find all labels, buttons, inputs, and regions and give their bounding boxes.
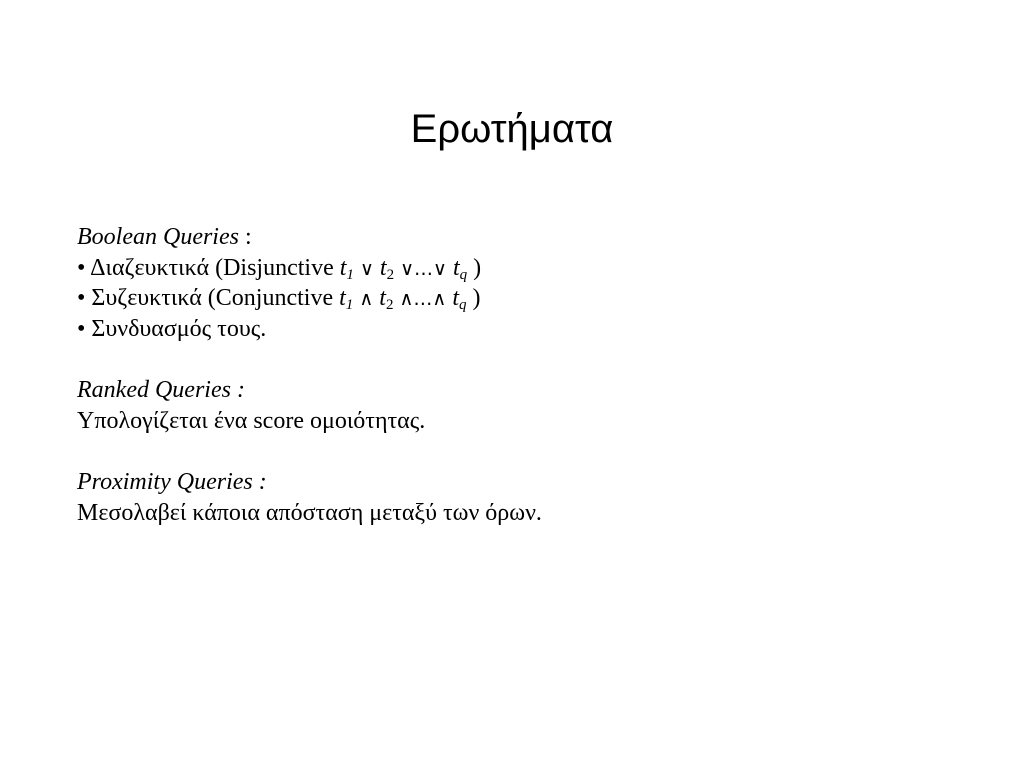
term-t1: t [339, 254, 347, 281]
term-tq-subscript: q [459, 266, 468, 283]
term-t2: t [379, 285, 386, 311]
term-t2-subscript: 2 [386, 266, 395, 283]
disjunctive-label: Διαζευκτικά (Disjunctive [90, 254, 340, 281]
term-tq: t [452, 254, 460, 281]
close-paren: ) [466, 285, 481, 311]
conjunctive-item [77, 283, 977, 314]
proximity-queries-heading: Proximity Queries : [77, 469, 267, 495]
boolean-queries-heading-line [77, 222, 977, 253]
term-t1-subscript: 1 [346, 266, 354, 283]
term-t2-subscript: 2 [385, 297, 394, 313]
term-tq: t [452, 285, 460, 311]
or-operator: ∨ [353, 257, 380, 280]
close-paren: ) [467, 254, 482, 281]
bullet: • [77, 285, 92, 311]
ranked-queries-text: Υπολογίζεται ένα score ομοιότητας. [77, 407, 426, 434]
term-t1-subscript: 1 [345, 297, 354, 313]
bullet: • [77, 254, 91, 281]
boolean-queries-heading: Boolean Queries [77, 224, 239, 250]
slide-title: Ερωτήματα [410, 107, 614, 151]
proximity-queries-text: Μεσολαβεί κάποια απόσταση μεταξύ των όρων. [77, 499, 542, 526]
combination-item: • Συνδυασμός τους. [77, 315, 267, 342]
spacer [77, 344, 977, 375]
term-tq-subscript: q [459, 297, 467, 313]
term-t1: t [339, 285, 346, 311]
boolean-queries-colon: : [238, 224, 252, 250]
conjunctive-label: Συζευκτικά (Conjunctive [91, 285, 340, 311]
and-ellipsis: ∧…∧ [393, 288, 453, 310]
spacer [77, 436, 977, 467]
ranked-queries-heading: Ranked Queries : [77, 377, 245, 403]
slide-body [77, 222, 977, 528]
disjunctive-item [77, 253, 977, 284]
and-operator: ∧ [353, 288, 380, 310]
term-t2: t [379, 254, 387, 281]
or-ellipsis: ∨…∨ [394, 257, 453, 280]
